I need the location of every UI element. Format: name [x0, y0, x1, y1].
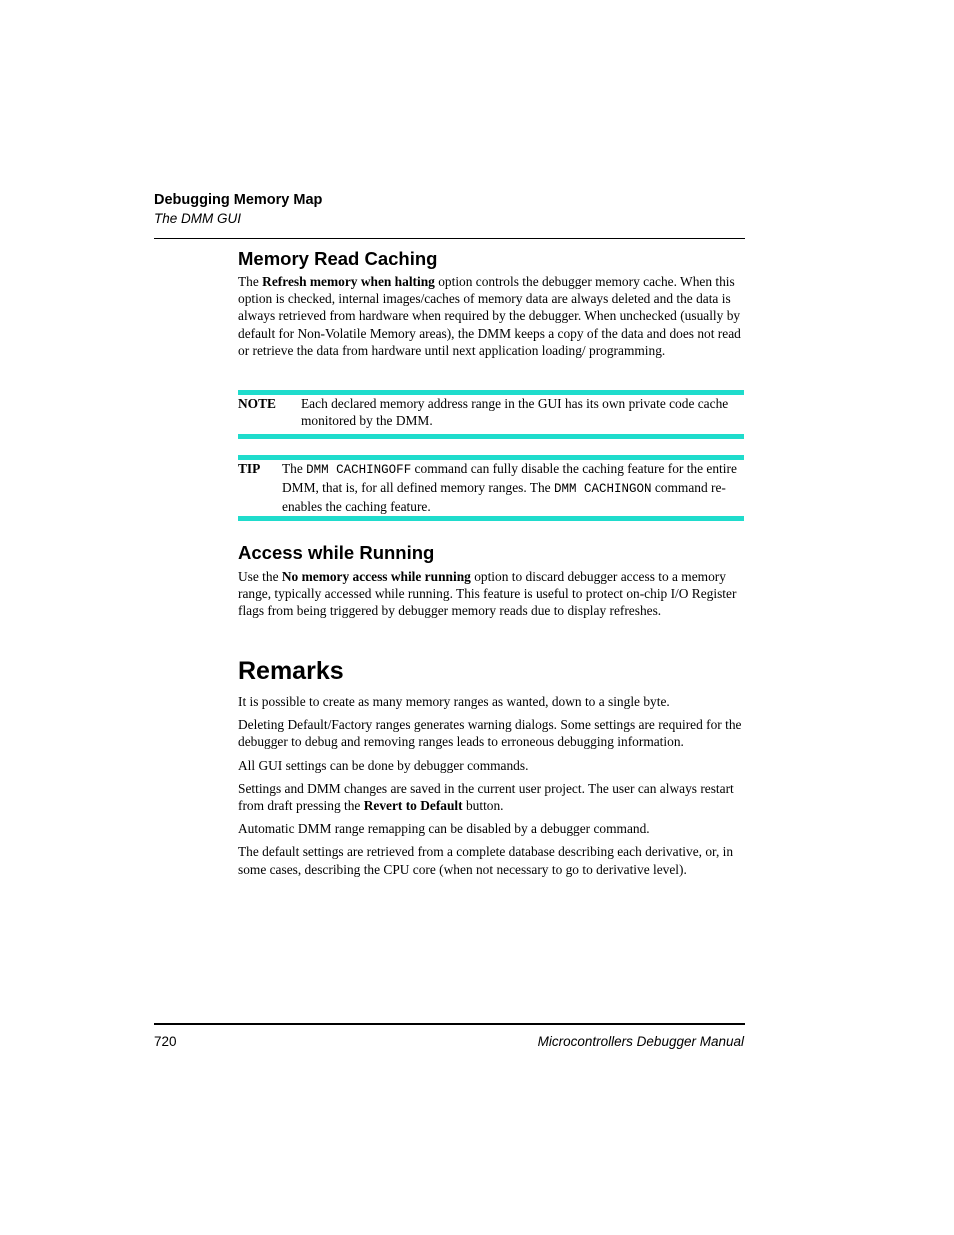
text: The — [282, 461, 307, 476]
option-name-no-memory-access: No memory access while running — [281, 569, 471, 584]
text: Settings and DMM changes are saved in the current user project. The user can always restart from draft pressing the — [238, 780, 734, 814]
text: button. — [462, 798, 504, 814]
footer-rule — [154, 1023, 745, 1025]
remark-paragraph: Deleting Default/Factory ranges generates warning dialogs. Some settings are required for the debugger to debug and removing ranges leads to erroneous debugging information. — [238, 717, 742, 750]
footer-manual-title: Microcontrollers Debugger Manual — [537, 1034, 744, 1049]
button-name-revert-to-default: Revert to Default — [363, 798, 463, 814]
section-heading-access-while-running: Access while Running — [238, 542, 435, 563]
code-caching-on: DMM CACHINGON — [553, 482, 652, 497]
note-label: NOTE — [238, 396, 276, 411]
text: command re-enables the caching feature. — [282, 480, 726, 515]
remark-paragraph: Automatic DMM range remapping can be disabled by a debugger command. — [238, 821, 650, 837]
remark-paragraph: It is possible to create as many memory ranges as wanted, down to a single byte. — [238, 694, 670, 709]
remark-paragraph: The default settings are retrieved from a complete database describing each derivative, or, in some cases, describing the CPU core (when not necessary to go to derivative level). — [238, 844, 734, 877]
text: option controls the debugger memory cache. When this option is checked, internal images/caches of memory data are always deleted and the data is always retrieved from hardware when required by the debugger. When unchecked (usually by default for Non-Volatile Memory areas), the DMM keeps a copy of the data and does not read or retrieve the data from hardware until next application loading/ programming. — [238, 274, 741, 358]
text: option to discard debugger access to a memory range, typically accessed while running. This feature is useful to protect on-chip I/O Register flags from being triggered by debugger memory reads due to display refreshes. — [238, 569, 737, 619]
note-text: Each declared memory address range in the GUI has its own private code cache monitored by the DMM. — [301, 396, 729, 429]
code-caching-off: DMM CACHINGOFF — [306, 463, 412, 477]
page-number: 720 — [154, 1034, 177, 1049]
tip-text — [282, 460, 744, 516]
section-heading-memory-read-caching: Memory Read Caching — [238, 248, 438, 269]
text: Use the — [238, 569, 282, 584]
remarks-paragraphs — [238, 693, 744, 884]
text: The — [238, 274, 263, 289]
tip-label: TIP — [238, 461, 261, 476]
remark-paragraph — [238, 780, 744, 814]
paragraph-access-while-running — [238, 568, 744, 620]
option-name-refresh-memory: Refresh memory when halting — [262, 274, 435, 289]
tip-bottom-band — [238, 516, 744, 521]
running-header-subtitle: The DMM GUI — [154, 211, 242, 226]
running-header-title: Debugging Memory Map — [154, 192, 323, 208]
remark-paragraph: All GUI settings can be done by debugger commands. — [238, 757, 529, 773]
section-heading-remarks: Remarks — [238, 657, 344, 685]
text: command can fully disable the caching feature for the entire DMM, that is, for all defined memory ranges. The — [282, 461, 737, 496]
note-bottom-band — [238, 434, 744, 439]
paragraph-memory-read-caching — [238, 273, 744, 359]
header-rule — [154, 238, 745, 239]
